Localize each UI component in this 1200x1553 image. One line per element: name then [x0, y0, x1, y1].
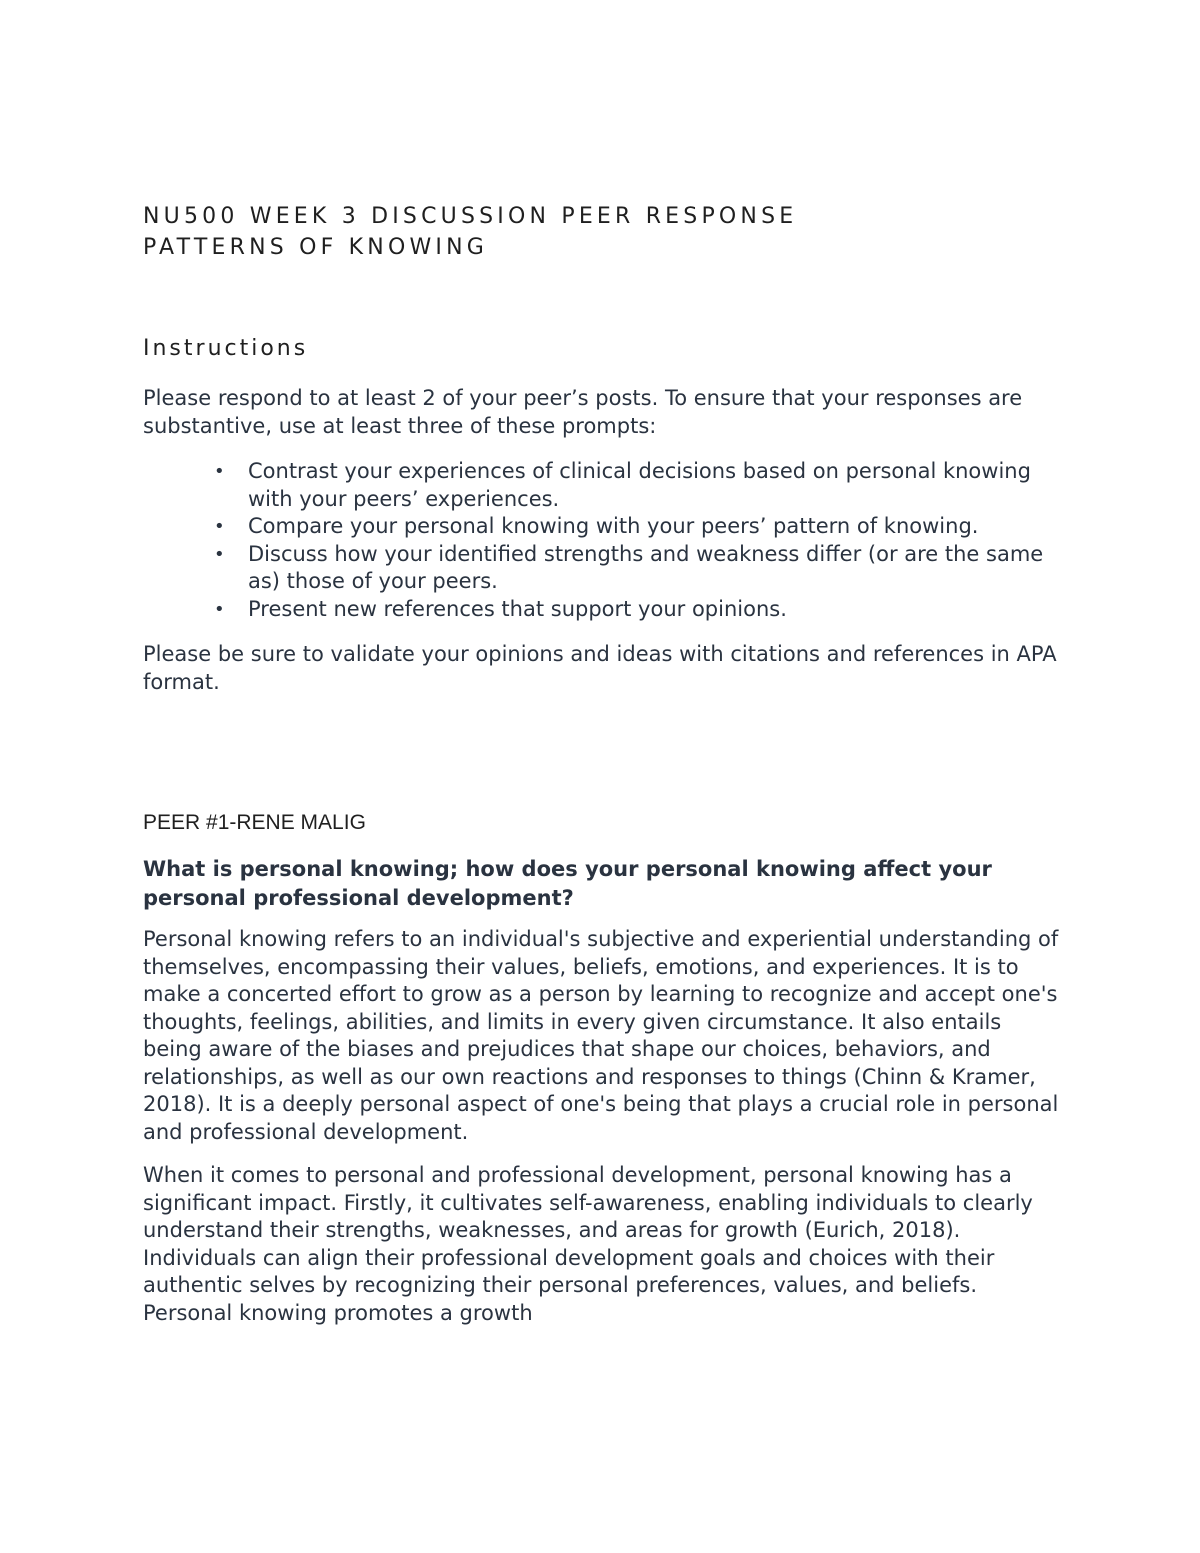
prompt-text: Compare your personal knowing with your peers’ pattern of knowing.: [248, 514, 979, 538]
instructions-heading: Instructions: [143, 336, 309, 361]
bullet-icon: •: [214, 516, 225, 537]
bullet-icon: •: [214, 598, 225, 620]
response-paragraph: Personal knowing refers to an individual's subjective and experiential understanding of themselves, encompassing their values, beliefs, emotions, and experiences. It is to make a concerted effort to grow as a person by learning to recognize and accept one's thoughts, feelings, abilities, and limits in every given circumstance. It also entails being aware of the biases and prejudices that shape our choices, behaviors, and relationships, as well as our own reactions and responses to things (Chinn & Kramer, 2018). It is a deeply personal aspect of one's being that plays a crucial role in personal and professional development.: [143, 927, 1059, 1144]
prompt-text: Discuss how your identified strengths and weakness differ (or are the same as) those of your peers.: [248, 541, 1044, 593]
title-line-1: NU500 WEEK 3 DISCUSSION PEER RESPONSE: [143, 204, 798, 229]
prompt-list: [143, 458, 1063, 623]
list-item: [214, 458, 1063, 513]
response-paragraph: When it comes to personal and professional development, personal knowing has a significant impact. Firstly, it cultivates self-awareness, enabling individuals to clearly understand their strengths, weaknesses, and areas for growth (Eurich, 2018). Individuals can align their professional development goals and choices with their authentic selves by recognizing their personal preferences, values, and beliefs. Personal knowing promotes a growth: [143, 1163, 1033, 1325]
list-item: [214, 513, 1063, 541]
peer-label: PEER #1-RENE MALIG: [143, 811, 366, 834]
document-title: [143, 201, 1063, 263]
instructions-intro: Please respond to at least 2 of your peer’s posts. To ensure that your responses are substantive, use at least three of these prompts:: [143, 386, 1023, 438]
list-item: [214, 541, 1063, 596]
bullet-icon: •: [214, 543, 225, 565]
title-line-2: PATTERNS OF KNOWING: [143, 235, 489, 260]
document-content: [143, 201, 1063, 1327]
prompt-text: Contrast your experiences of clinical decisions based on personal knowing with your peers’ experiences.: [248, 459, 1031, 511]
bullet-icon: •: [214, 461, 225, 482]
discussion-question: What is personal knowing; how does your personal knowing affect your personal professional development?: [143, 857, 992, 910]
prompt-text: Present new references that support your opinions.: [248, 596, 787, 621]
instructions-closing: Please be sure to validate your opinions and ideas with citations and references in APA format.: [143, 642, 1057, 694]
list-item: [214, 596, 1063, 624]
